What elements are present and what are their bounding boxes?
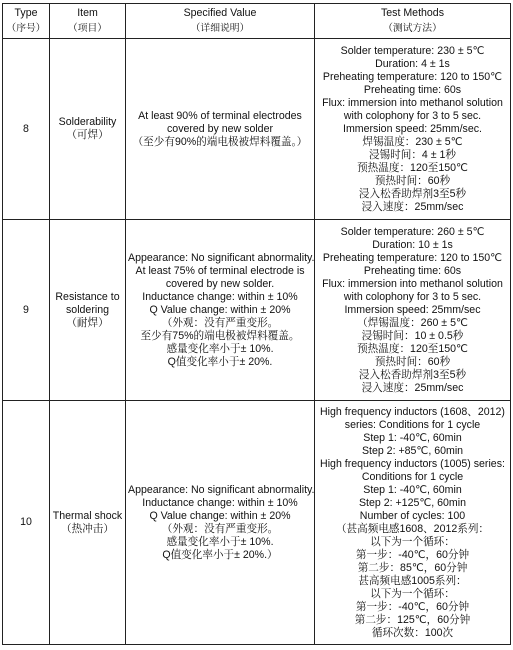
text-line: Solder temperature: 230 ± 5℃ [340,44,485,57]
text-line: soldering [66,303,109,316]
text-line: （耐焊） [66,316,109,329]
test-methods-table [2,3,511,645]
text-line: covered by new solder [167,122,273,135]
text-line: 甚高频电感1005系列： [358,574,467,587]
text-line: Solder temperature: 260 ± 5℃ [340,225,485,238]
item-cell [50,401,126,645]
text-line: Preheating time: 60s [363,264,462,277]
specified-value-cell [126,220,315,401]
text-line: Inductance change: within ± 10% [142,496,298,509]
header-value-en: Specified Value [183,7,257,19]
text-line: Appearance: No significant abnormality. [128,251,315,264]
header-type-en: Type [14,7,38,19]
text-line: （可焊） [66,129,109,141]
text-line: High frequency inductors (1005) series: [320,457,505,470]
header-test-methods [315,4,511,39]
text-line: Duration: 4 ± 1s [375,57,450,70]
item-cell [50,220,126,401]
text-line: Number of cycles: 100 [359,509,466,522]
header-type [3,4,50,39]
text-line: 感量变化率小于± 10%. [166,535,274,548]
header-value-cn: （详细说明） [190,23,250,34]
table-row-thermal-shock [3,401,511,645]
header-item [50,4,126,39]
text-line: 第二步：125℃，60分钟 [354,613,471,626]
header-method-en: Test Methods [380,7,444,19]
text-line: （至少有90%的端电极被焊料覆盖。） [132,135,308,148]
header-item-en: Item [77,7,98,19]
text-line: （甚高频电感1608、2012系列： [335,522,490,535]
text-line: 预热时间：60秒 [374,174,451,187]
text-line: Preheating time: 60s [363,83,462,96]
specified-value-cell [126,39,315,220]
text-line: At least 75% of terminal electrode is [135,264,305,277]
text-line: 浸锡时间：4 ± 1秒 [368,148,457,161]
text-line: 感量变化率小于± 10%. [166,342,274,355]
text-line: Preheating temperature: 120 to 150℃ [322,251,503,264]
text-line: Q值变化率小于± 20%.） [162,548,278,561]
text-line: Flux: immersion into methanol solution [322,277,503,290]
text-line: Step 2: +85℃, 60min [361,444,464,457]
text-line: 预热温度：120至150℃ [357,342,468,355]
text-line: High frequency inductors (1608、2012) [320,405,505,418]
text-line: Q Value change: within ± 20% [149,303,291,316]
text-line: 浸入速度：25mm/sec [361,381,464,394]
table-row-solderability [3,39,511,220]
text-line: 浸入松香助焊剂3至5秒 [358,368,467,381]
text-line: series: Conditions for 1 cycle [344,418,481,431]
text-line: Step 1: -40℃, 60min [363,483,462,496]
text-line: （热冲击） [61,522,114,535]
header-specified-value [126,4,315,39]
header-method-cn: （测试方法） [383,23,442,34]
text-line: At least 90% of terminal electrodes [138,109,302,122]
text-line: Duration: 10 ± 1s [372,238,453,251]
text-line: （外观：没有严重变形。 [161,316,279,329]
text-line: Appearance: No significant abnormality. [128,483,315,496]
text-line: （外观：没有严重变形。 [161,522,279,535]
text-line: Immersion speed: 25mm/sec [344,303,481,316]
test-method-cell [315,401,511,645]
text-line: 第一步：-40℃，60分钟 [355,600,470,613]
text-line: 第二步：85℃，60分钟 [357,561,468,574]
text-line: covered by new solder. [165,277,275,290]
header-row [3,4,511,39]
text-line: Q Value change: within ± 20% [149,509,291,522]
text-line: 以下为一个循环： [370,587,455,600]
text-line: Conditions for 1 cycle [361,470,464,483]
text-line: 浸入速度：25mm/sec [361,200,464,213]
text-line: Solderability [58,116,117,128]
text-line: （焊锡温度：260 ± 5℃ [357,316,468,329]
text-line: Inductance change: within ± 10% [142,290,298,303]
text-line: Q值变化率小于± 20%. [167,355,273,368]
type-cell: 9 [3,220,50,401]
text-line: 以下为一个循环： [370,535,455,548]
text-line: Flux: immersion into methanol solution [322,96,503,109]
text-line: Step 2: +125℃, 60min [358,496,466,509]
text-line: Resistance to [55,290,120,303]
text-line: 浸入松香助焊剂3至5秒 [358,187,467,200]
text-line: with colophony for 3 to 5 sec. [343,109,482,122]
item-cell [50,39,126,220]
text-line: Immersion speed: 25mm/sec. [343,122,482,135]
text-line: 浸锡时间：10 ± 0.5秒 [361,329,464,342]
type-cell: 10 [3,401,50,645]
test-method-cell [315,220,511,401]
text-line: 预热时间：60秒 [374,355,451,368]
specified-value-cell [126,401,315,645]
test-method-cell [315,39,511,220]
table-row-resistance-to-soldering [3,220,511,401]
text-line: 预热温度：120至150℃ [357,161,468,174]
text-line: 循环次数：100次 [371,626,454,639]
text-line: 第一步：-40℃，60分钟 [355,548,470,561]
text-line: 至少有75%的端电极被焊料覆盖。 [140,329,300,342]
header-type-cn: （序号） [6,23,46,34]
text-line: Thermal shock [52,509,123,522]
text-line: Preheating temperature: 120 to 150℃ [322,70,503,83]
text-line: with colophony for 3 to 5 sec. [343,290,482,303]
text-line: Step 1: -40℃, 60min [363,431,462,444]
header-item-cn: （项目） [67,23,108,34]
text-line: 焊锡温度：230 ± 5℃ [362,135,463,148]
type-cell: 8 [3,39,50,220]
